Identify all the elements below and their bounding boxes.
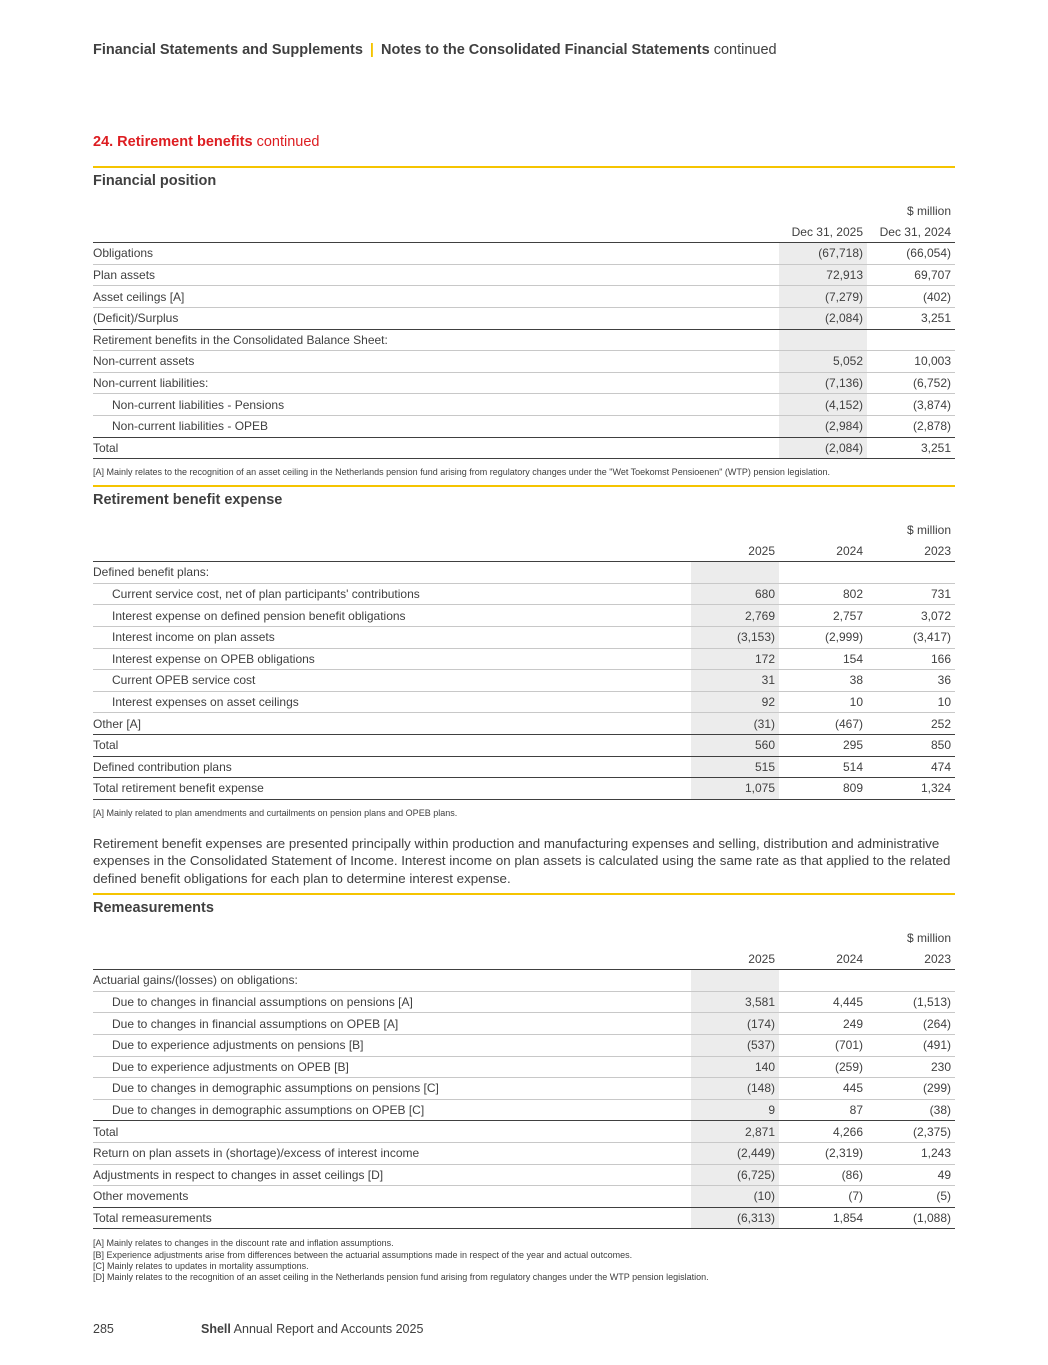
cell-value: (2,084) bbox=[779, 437, 867, 459]
table-row bbox=[93, 583, 955, 605]
cell-value: 10,003 bbox=[867, 351, 955, 373]
unit-row bbox=[93, 928, 955, 949]
cell-value: 172 bbox=[691, 648, 779, 670]
cell-value: 514 bbox=[779, 756, 867, 778]
footnote: [A] Mainly relates to the recognition of an asset ceiling in the Netherlands pension fund arising from regulatory changes under the "Wet Toekomst Pensioenen" (WTP) pension legislation. bbox=[93, 467, 830, 478]
row-label: Adjustments in respect to changes in asset ceilings [D] bbox=[93, 1164, 691, 1186]
column-header-row bbox=[93, 541, 955, 562]
column-header-row bbox=[93, 949, 955, 970]
cell-value: (174) bbox=[691, 1013, 779, 1035]
row-label: Interest income on plan assets bbox=[93, 626, 691, 648]
row-label: Total retirement benefit expense bbox=[93, 778, 691, 800]
cell-value: 2,769 bbox=[691, 605, 779, 627]
col-header: 2024 bbox=[779, 949, 867, 970]
cell-value: 809 bbox=[779, 778, 867, 800]
cell-value: 560 bbox=[691, 734, 779, 756]
col-header: 2023 bbox=[867, 541, 955, 562]
col-header: 2025 bbox=[691, 949, 779, 970]
row-label: Total remeasurements bbox=[93, 1207, 691, 1229]
page-footer bbox=[93, 1322, 423, 1336]
cell-value bbox=[867, 562, 955, 584]
footnotes bbox=[93, 1238, 955, 1283]
running-header bbox=[93, 42, 777, 58]
cell-value: (1,513) bbox=[867, 991, 955, 1013]
table-row bbox=[93, 264, 955, 286]
cell-value: (2,319) bbox=[779, 1142, 867, 1164]
row-label: Due to changes in demographic assumptions on OPEB [C] bbox=[93, 1099, 691, 1121]
cell-value: (467) bbox=[779, 713, 867, 735]
note-title bbox=[93, 134, 319, 150]
page-number: 285 bbox=[93, 1322, 114, 1336]
cell-value: 1,854 bbox=[779, 1207, 867, 1229]
row-label: Defined benefit plans: bbox=[93, 562, 691, 584]
row-label: Other [A] bbox=[93, 713, 691, 735]
cell-value bbox=[691, 562, 779, 584]
cell-value: 731 bbox=[867, 583, 955, 605]
cell-value bbox=[779, 329, 867, 351]
cell-value: (148) bbox=[691, 1078, 779, 1100]
cell-value: 36 bbox=[867, 670, 955, 692]
remeasurements-table bbox=[93, 928, 955, 1229]
table-row bbox=[93, 1142, 955, 1164]
cell-value: 10 bbox=[867, 691, 955, 713]
cell-value: 5,052 bbox=[779, 351, 867, 373]
cell-value: 249 bbox=[779, 1013, 867, 1035]
row-label: Plan assets bbox=[93, 264, 779, 286]
cell-value: (402) bbox=[867, 286, 955, 308]
table-row bbox=[93, 605, 955, 627]
table-row bbox=[93, 372, 955, 394]
row-label: Actuarial gains/(losses) on obligations: bbox=[93, 970, 691, 992]
cell-value: (3,874) bbox=[867, 394, 955, 416]
row-label: Non-current liabilities - Pensions bbox=[93, 394, 779, 416]
cell-value: 680 bbox=[691, 583, 779, 605]
cell-value: (7,136) bbox=[779, 372, 867, 394]
cell-value: (10) bbox=[691, 1186, 779, 1208]
table-row bbox=[93, 1186, 955, 1208]
cell-value: (259) bbox=[779, 1056, 867, 1078]
cell-value: (86) bbox=[779, 1164, 867, 1186]
table-row bbox=[93, 970, 955, 992]
footnote: [C] Mainly relates to updates in mortality assumptions. bbox=[93, 1260, 309, 1271]
table-row bbox=[93, 437, 955, 459]
financial-position-title: Financial position bbox=[93, 173, 217, 189]
row-label: Due to changes in demographic assumptions on pensions [C] bbox=[93, 1078, 691, 1100]
row-label: Total bbox=[93, 437, 779, 459]
col-header: 2023 bbox=[867, 949, 955, 970]
cell-value: (67,718) bbox=[779, 243, 867, 265]
cell-value: (3,417) bbox=[867, 626, 955, 648]
table-row bbox=[93, 286, 955, 308]
cell-value: 166 bbox=[867, 648, 955, 670]
cell-value: (5) bbox=[867, 1186, 955, 1208]
cell-value: 802 bbox=[779, 583, 867, 605]
table-row bbox=[93, 648, 955, 670]
header-separator: | bbox=[369, 42, 374, 58]
header-title: Notes to the Consolidated Financial Statements bbox=[380, 42, 710, 58]
cell-value: 9 bbox=[691, 1099, 779, 1121]
footnote: [D] Mainly relates to the recognition of an asset ceiling in the Netherlands pension fund arising from regulatory changes under the WTP pension legislation. bbox=[93, 1272, 709, 1283]
row-label: Interest expense on defined pension benefit obligations bbox=[93, 605, 691, 627]
remeasurements-title: Remeasurements bbox=[93, 900, 214, 916]
unit-row bbox=[93, 201, 955, 222]
table-row bbox=[93, 1056, 955, 1078]
cell-value: (6,725) bbox=[691, 1164, 779, 1186]
cell-value: 2,871 bbox=[691, 1121, 779, 1143]
cell-value: 3,581 bbox=[691, 991, 779, 1013]
row-label: Current OPEB service cost bbox=[93, 670, 691, 692]
col-header: Dec 31, 2025 bbox=[779, 222, 867, 243]
financial-position-table bbox=[93, 201, 955, 459]
unit-label: $ million bbox=[906, 523, 951, 538]
row-label: Retirement benefits in the Consolidated Balance Sheet: bbox=[93, 329, 779, 351]
cell-value: (537) bbox=[691, 1034, 779, 1056]
table-row bbox=[93, 351, 955, 373]
cell-value: 445 bbox=[779, 1078, 867, 1100]
table-row bbox=[93, 713, 955, 735]
cell-value: (491) bbox=[867, 1034, 955, 1056]
footer-brand: Shell bbox=[201, 1322, 231, 1336]
col-header: 2025 bbox=[691, 541, 779, 562]
expense-table bbox=[93, 520, 955, 800]
cell-value: 154 bbox=[779, 648, 867, 670]
table-row bbox=[93, 1099, 955, 1121]
cell-value: 230 bbox=[867, 1056, 955, 1078]
col-header: 2024 bbox=[779, 541, 867, 562]
cell-value: (2,878) bbox=[867, 415, 955, 437]
cell-value: (2,449) bbox=[691, 1142, 779, 1164]
row-label: (Deficit)/Surplus bbox=[93, 307, 779, 329]
cell-value: 31 bbox=[691, 670, 779, 692]
cell-value: 4,445 bbox=[779, 991, 867, 1013]
cell-value: 515 bbox=[691, 756, 779, 778]
column-header-row bbox=[93, 222, 955, 243]
cell-value: (2,999) bbox=[779, 626, 867, 648]
cell-value: 1,324 bbox=[867, 778, 955, 800]
remeasurements-section bbox=[93, 893, 955, 1284]
unit-label: $ million bbox=[906, 931, 951, 946]
cell-value: 3,251 bbox=[867, 307, 955, 329]
cell-value: 474 bbox=[867, 756, 955, 778]
col-header: Dec 31, 2024 bbox=[867, 222, 955, 243]
cell-value: 4,266 bbox=[779, 1121, 867, 1143]
cell-value: 38 bbox=[779, 670, 867, 692]
row-label: Other movements bbox=[93, 1186, 691, 1208]
cell-value: 69,707 bbox=[867, 264, 955, 286]
table-row bbox=[93, 1121, 955, 1143]
table-row bbox=[93, 991, 955, 1013]
cell-value: 10 bbox=[779, 691, 867, 713]
section-rule bbox=[93, 166, 955, 168]
table-row bbox=[93, 691, 955, 713]
table-row bbox=[93, 1078, 955, 1100]
body-paragraph: Retirement benefit expenses are presented principally within production and manufacturing expenses and selling, distribution and administrative expenses in the Consolidated Statement of Income. Interest income on plan assets is calculated using the same rate as that applied to the related defined benefit obligations for each plan to determine interest expense. bbox=[93, 836, 951, 886]
cell-value bbox=[691, 970, 779, 992]
table-row bbox=[93, 307, 955, 329]
table-row bbox=[93, 734, 955, 756]
note-continued: continued bbox=[256, 134, 320, 150]
cell-value: 92 bbox=[691, 691, 779, 713]
table-row bbox=[93, 670, 955, 692]
cell-value: (38) bbox=[867, 1099, 955, 1121]
row-label: Obligations bbox=[93, 243, 779, 265]
table-row bbox=[93, 626, 955, 648]
expense-section bbox=[93, 485, 955, 887]
cell-value: 850 bbox=[867, 734, 955, 756]
header-continued: continued bbox=[713, 42, 777, 58]
table-row bbox=[93, 778, 955, 800]
table-row bbox=[93, 243, 955, 265]
cell-value: 140 bbox=[691, 1056, 779, 1078]
row-label: Due to changes in financial assumptions on pensions [A] bbox=[93, 991, 691, 1013]
cell-value: 295 bbox=[779, 734, 867, 756]
cell-value bbox=[779, 970, 867, 992]
row-label: Total bbox=[93, 1121, 691, 1143]
header-section: Financial Statements and Supplements bbox=[93, 42, 363, 58]
cell-value: (2,084) bbox=[779, 307, 867, 329]
cell-value: (2,984) bbox=[779, 415, 867, 437]
row-label: Due to experience adjustments on pensions [B] bbox=[93, 1034, 691, 1056]
footnote: [B] Experience adjustments arise from differences between the actuarial assumptions made in respect of the year and actual outcomes. bbox=[93, 1249, 633, 1260]
cell-value: 87 bbox=[779, 1099, 867, 1121]
cell-value: 49 bbox=[867, 1164, 955, 1186]
unit-row bbox=[93, 520, 955, 541]
cell-value: 3,072 bbox=[867, 605, 955, 627]
row-label: Non-current assets bbox=[93, 351, 779, 373]
row-label: Return on plan assets in (shortage)/excess of interest income bbox=[93, 1142, 691, 1164]
section-rule bbox=[93, 485, 955, 487]
row-label: Total bbox=[93, 734, 691, 756]
cell-value: 252 bbox=[867, 713, 955, 735]
row-label: Current service cost, net of plan participants' contributions bbox=[93, 583, 691, 605]
cell-value: (6,313) bbox=[691, 1207, 779, 1229]
note-title-text: 24. Retirement benefits bbox=[93, 134, 253, 150]
row-label: Interest expenses on asset ceilings bbox=[93, 691, 691, 713]
cell-value: (2,375) bbox=[867, 1121, 955, 1143]
cell-value: (31) bbox=[691, 713, 779, 735]
cell-value bbox=[867, 970, 955, 992]
cell-value: 72,913 bbox=[779, 264, 867, 286]
table-row bbox=[93, 394, 955, 416]
table-row bbox=[93, 1207, 955, 1229]
table-row bbox=[93, 756, 955, 778]
cell-value: 1,243 bbox=[867, 1142, 955, 1164]
cell-value: (66,054) bbox=[867, 243, 955, 265]
table-row bbox=[93, 329, 955, 351]
cell-value: 1,075 bbox=[691, 778, 779, 800]
section-rule bbox=[93, 893, 955, 895]
financial-position-section bbox=[93, 166, 955, 479]
expense-title: Retirement benefit expense bbox=[93, 492, 283, 508]
table-row bbox=[93, 1164, 955, 1186]
unit-label: $ million bbox=[906, 204, 951, 219]
row-label: Due to changes in financial assumptions on OPEB [A] bbox=[93, 1013, 691, 1035]
cell-value: 2,757 bbox=[779, 605, 867, 627]
footnote: [A] Mainly relates to changes in the discount rate and inflation assumptions. bbox=[93, 1238, 394, 1249]
row-label: Non-current liabilities: bbox=[93, 372, 779, 394]
table-row bbox=[93, 1013, 955, 1035]
table-row bbox=[93, 562, 955, 584]
cell-value: (299) bbox=[867, 1078, 955, 1100]
cell-value: (701) bbox=[779, 1034, 867, 1056]
cell-value: (7) bbox=[779, 1186, 867, 1208]
table-row bbox=[93, 415, 955, 437]
row-label: Non-current liabilities - OPEB bbox=[93, 415, 779, 437]
cell-value: 3,251 bbox=[867, 437, 955, 459]
cell-value: (264) bbox=[867, 1013, 955, 1035]
cell-value: (4,152) bbox=[779, 394, 867, 416]
cell-value: (6,752) bbox=[867, 372, 955, 394]
cell-value: (7,279) bbox=[779, 286, 867, 308]
cell-value bbox=[779, 562, 867, 584]
row-label: Defined contribution plans bbox=[93, 756, 691, 778]
row-label: Due to experience adjustments on OPEB [B] bbox=[93, 1056, 691, 1078]
row-label: Asset ceilings [A] bbox=[93, 286, 779, 308]
table-row bbox=[93, 1034, 955, 1056]
footer-report: Annual Report and Accounts 2025 bbox=[233, 1322, 424, 1336]
cell-value: (1,088) bbox=[867, 1207, 955, 1229]
cell-value: (3,153) bbox=[691, 626, 779, 648]
cell-value bbox=[867, 329, 955, 351]
footnote: [A] Mainly related to plan amendments and curtailments on pension plans and OPEB plans. bbox=[93, 807, 458, 818]
row-label: Interest expense on OPEB obligations bbox=[93, 648, 691, 670]
